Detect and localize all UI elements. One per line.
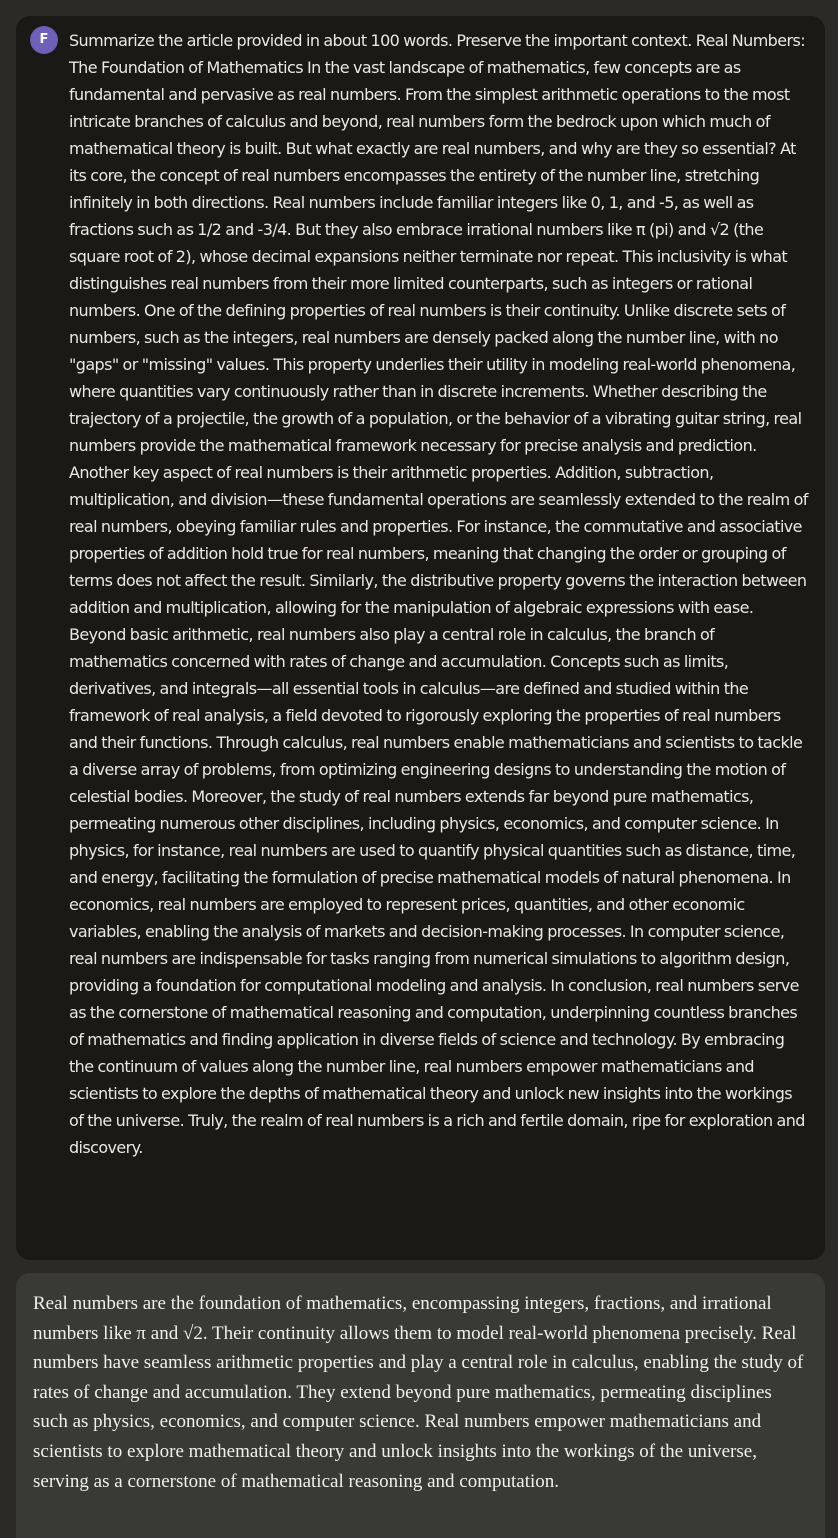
user-message-card — [16, 16, 825, 1260]
assistant-message-card — [16, 1273, 825, 1538]
user-message-text: Summarize the article provided in about 100 words. Preserve the important context. Real Numbers: The Foundation of Mathematics In the vast landscape of mathematics, few concepts are as fundamental and pervasive as real numbers. From the simplest arithmetic operations to the most intricate branches of calculus and beyond, real numbers form the bedrock upon which much of mathematical theory is built. But what exactly are real numbers, and why are they so essential? At its core, the concept of real numbers encompasses the entirety of the number line, stretching infinitely in both directions. Real numbers include familiar integers like 0, 1, and -5, as well as fractions such as 1/2 and -3/4. But they also embrace irrational numbers like π (pi) and √2 (the square root of 2), whose decimal expansions neither terminate nor repeat. This inclusivity is what distinguishes real numbers from their more limited counterparts, such as integers or rational numbers. One of the defining properties of real numbers is their continuity. Unlike discrete sets of numbers, such as the integers, real numbers are densely packed along the number line, with no "gaps" or "missing" values. This property underlies their utility in modeling real-world phenomena, where quantities vary continuously rather than in discrete increments. Whether describing the trajectory of a projectile, the growth of a population, or the behavior of a vibrating guitar string, real numbers provide the mathematical framework necessary for precise analysis and prediction. Another key aspect of real numbers is their arithmetic properties. Addition, subtraction, multiplication, and division—these fundamental operations are seamlessly extended to the realm of real numbers, obeying familiar rules and properties. For instance, the commutative and associative properties of addition hold true for real numbers, meaning that changing the order or grouping of terms does not affect the result. Similarly, the distributive property governs the interaction between addition and multiplication, allowing for the manipulation of algebraic expressions with ease. Beyond basic arithmetic, real numbers also play a central role in calculus, the branch of mathematics concerned with rates of change and accumulation. Concepts such as limits, derivatives, and integrals—all essential tools in calculus—are defined and studied within the framework of real analysis, a field devoted to rigorously exploring the properties of real numbers and their functions. Through calculus, real numbers enable mathematicians and scientists to tackle a diverse array of problems, from optimizing engineering designs to understanding the motion of celestial bodies. Moreover, the study of real numbers extends far beyond pure mathematics, permeating numerous other disciplines, including physics, economics, and computer science. In physics, for instance, real numbers are used to quantify physical quantities such as distance, time, and energy, facilitating the formulation of precise mathematical models of natural phenomena. In economics, real numbers are employed to represent prices, quantities, and other economic variables, enabling the analysis of markets and decision-making processes. In computer science, real numbers are indispensable for tasks ranging from numerical simulations to algorithm design, providing a foundation for computational modeling and analysis. In conclusion, real numbers serve as the cornerstone of mathematical reasoning and computation, underpinning countless branches of mathematics and finding application in diverse fields of science and technology. By embracing the continuum of values along the number line, real numbers empower mathematicians and scientists to explore the depths of mathematical theory and unlock new insights into the workings of the universe. Truly, the realm of real numbers is a rich and fertile domain, ripe for exploration and discovery. — [69, 31, 808, 1157]
assistant-message-text: Real numbers are the foundation of mathematics, encompassing integers, fractions, and irrational numbers like π and √2. Their continuity allows them to model real-world phenomena precisely. Real numbers have seamless arithmetic properties and play a central role in calculus, enabling the study of rates of change and accumulation. They extend beyond pure mathematics, permeating disciplines such as physics, economics, and computer science. Real numbers empower mathematicians and scientists to explore mathematical theory and unlock insights into the workings of the universe, serving as a cornerstone of mathematical reasoning and computation. — [33, 1293, 804, 1492]
user-avatar[interactable]: F — [30, 26, 58, 54]
